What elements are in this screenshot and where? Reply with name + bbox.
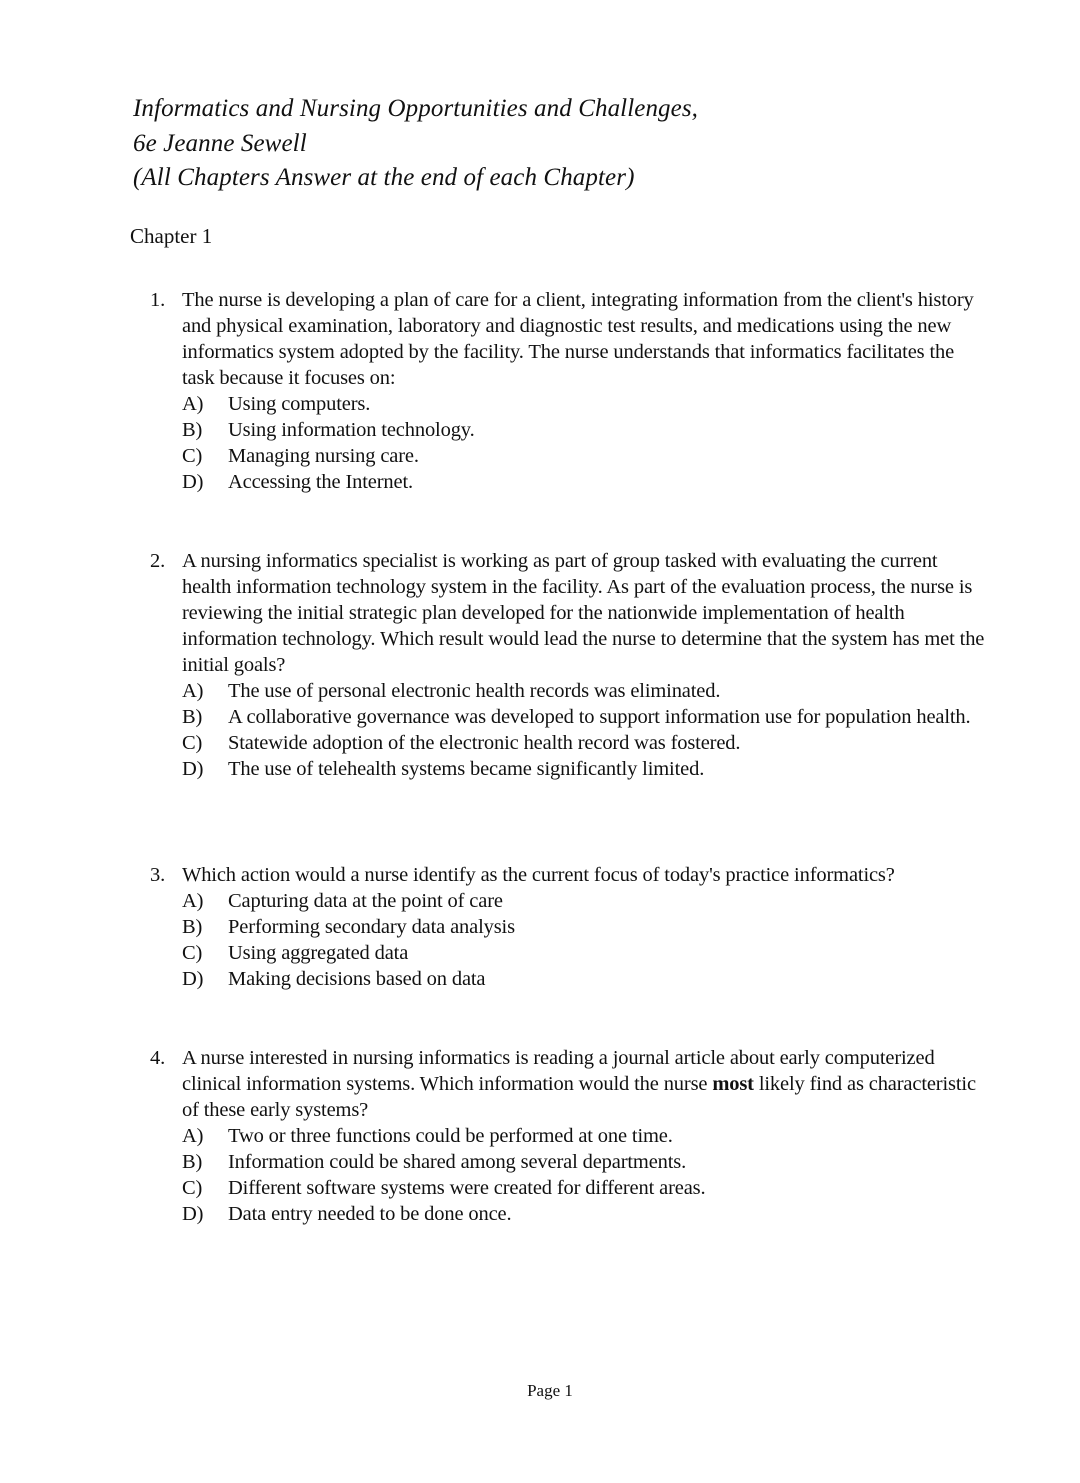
- title-line-edition-author: 6e Jeanne Sewell: [133, 129, 307, 157]
- option-letter: B): [182, 706, 203, 728]
- question-1: [150, 287, 990, 495]
- option-text: Managing nursing care.: [228, 445, 419, 467]
- answer-option-a: [182, 678, 990, 704]
- answer-option-b: [182, 914, 990, 940]
- answer-option-d: [182, 966, 990, 992]
- question-stem-part: likely find as characteristic of these early systems?: [182, 1073, 976, 1121]
- answer-option-a: [182, 888, 990, 914]
- answer-option-c: [182, 730, 990, 756]
- answer-option-b: [182, 1149, 990, 1175]
- option-letter: C): [182, 942, 203, 964]
- option-letter: A): [182, 1125, 204, 1147]
- page-number: Page 1: [527, 1381, 573, 1400]
- option-text: Statewide adoption of the electronic health record was fostered.: [228, 732, 741, 754]
- option-text: The use of telehealth systems became significantly limited.: [228, 758, 705, 780]
- option-text: Using aggregated data: [228, 942, 409, 964]
- answer-option-c: [182, 443, 990, 469]
- option-letter: B): [182, 419, 203, 441]
- title-line-note: (All Chapters Answer at the end of each Chapter): [133, 164, 635, 191]
- title-line: Informatics and Nursing Opportunities and Challenges,: [133, 95, 699, 122]
- answer-option-a: [182, 391, 990, 417]
- option-letter: A): [182, 680, 204, 702]
- option-text: Using computers.: [228, 393, 371, 415]
- option-letter: D): [182, 1203, 204, 1225]
- answer-option-a: [182, 1123, 990, 1149]
- answer-option-c: [182, 940, 990, 966]
- answer-option-d: [182, 756, 990, 782]
- question-number: 2.: [150, 550, 166, 572]
- option-text: Two or three functions could be performed at one time.: [228, 1125, 673, 1147]
- answer-option-b: [182, 704, 990, 730]
- option-letter: A): [182, 890, 204, 912]
- option-text: Information could be shared among several departments.: [228, 1151, 687, 1173]
- option-letter: C): [182, 445, 203, 467]
- question-3: [150, 862, 990, 992]
- answer-option-d: [182, 469, 990, 495]
- option-text: The use of personal electronic health records was eliminated.: [228, 680, 721, 702]
- answer-options: [182, 1123, 990, 1227]
- answer-option-b: [182, 417, 990, 443]
- question-number: 1.: [150, 289, 166, 311]
- question-2: [150, 548, 990, 782]
- option-letter: D): [182, 758, 204, 780]
- question-stem: [182, 1045, 990, 1123]
- option-letter: B): [182, 1151, 203, 1173]
- answer-options: [182, 678, 990, 782]
- option-letter: D): [182, 471, 204, 493]
- question-number: 3.: [150, 864, 166, 886]
- option-letter: D): [182, 968, 204, 990]
- answer-option-d: [182, 1201, 990, 1227]
- question-stem: A nursing informatics specialist is working as part of group tasked with evaluating the current health information technology system in the facility. As part of the evaluation process, the nurse is reviewing the initial strategic plan developed for the nationwide implementation of health information technology. Which result would lead the nurse to determine that the system has met the initial goals?: [182, 550, 985, 676]
- question-stem: Which action would a nurse identify as the current focus of today's practice informatics?: [182, 864, 895, 886]
- option-text: Capturing data at the point of care: [228, 890, 503, 912]
- option-text: Different software systems were created for different areas.: [228, 1177, 706, 1199]
- option-text: Performing secondary data analysis: [228, 916, 515, 938]
- option-text: Data entry needed to be done once.: [228, 1203, 512, 1225]
- option-text: Using information technology.: [228, 419, 475, 441]
- option-letter: B): [182, 916, 203, 938]
- question-stem-part: A nurse interested in nursing informatics is reading a journal article about early computerized clinical information systems. Which information would the nurse: [182, 1047, 935, 1095]
- answer-options: [182, 888, 990, 992]
- answer-options: [182, 391, 990, 495]
- option-letter: C): [182, 732, 203, 754]
- option-text: A collaborative governance was developed to support information use for population health.: [228, 706, 971, 728]
- chapter-heading: Chapter 1: [130, 224, 213, 248]
- question-number: 4.: [150, 1047, 166, 1069]
- option-letter: A): [182, 393, 204, 415]
- question-4: [150, 1045, 990, 1227]
- option-letter: C): [182, 1177, 203, 1199]
- answer-option-c: [182, 1175, 990, 1201]
- option-text: Making decisions based on data: [228, 968, 486, 990]
- document-title: [133, 92, 698, 196]
- emphasis-word: most: [712, 1073, 754, 1095]
- question-stem: The nurse is developing a plan of care for a client, integrating information from the client's history and physical examination, laboratory and diagnostic test results, and medications using the new informatics system adopted by the facility. The nurse understands that informatics facilitates the task because it focuses on:: [182, 289, 974, 389]
- option-text: Accessing the Internet.: [228, 471, 413, 493]
